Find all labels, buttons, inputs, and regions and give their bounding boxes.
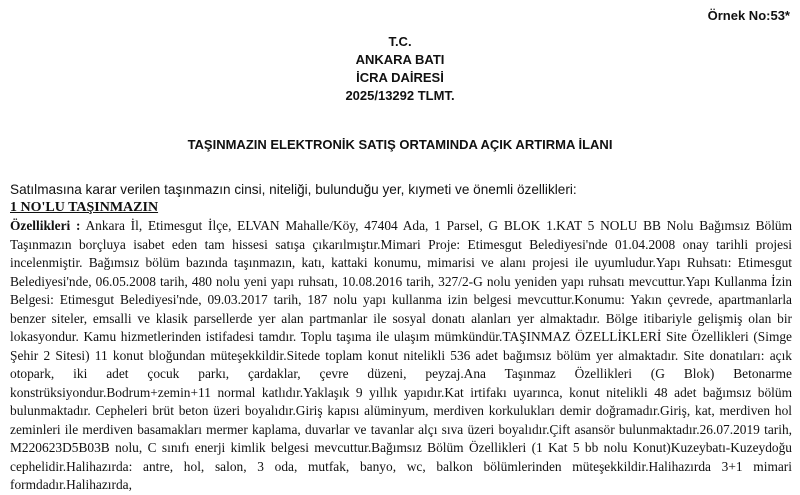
features-text: Ankara İl, Etimesgut İlçe, ELVAN Mahalle/Köy, 47404 Ada, 1 Parsel, G BLOK 1.KAT 5 NOLU BB Nolu Bağımsız Bölüm Taşınmazın borçluya isabet eden tam hissesi satışa çıkarılmıştır.Mimari Proje: Etimesgut Belediyesi'nde 01.04.2008 onay tarihli projesi incelenmiştir. Bağımsız bölüm bazında taşınmazın, katı, kattaki konumu, mimarisi ve alanı projesi ile uyumludur.Yapı Ruhsatı: Etimesgut Belediyesi'nde, 06.05.2008 tarih, 480 nolu yeni yapı ruhsatı, 10.08.2016 tarih, 327/2-G nolu yeniden yapı ruhsatı mevcuttur.Yapı Kullanma İzin Belgesi: Etimesgut Belediyesi'nde, 09.03.2017 tarih, 187 nolu yapı kullanma izin belgesi mevcuttur.Konumu: Yakın çevrede, apartmanlarla benzer siteler, emsalli ve klasik parsellerde yer alan partmanlar ile sosyal donatı alanları yer almaktadır. Bölge itibariyle gelişmiş olan bir lokasyondur. Kamu hizmetlerinden istifadesi tamdır. Toplu taşıma ile ulaşım mümkündür.TAŞINMAZ ÖZELLİKLERİ Site Özellikleri (Simge Şehir 2 Sitesi) 11 konut bloğundan müteşekkildir.Sitede toplam konut nitelikli 536 adet bağımsız bölüm yer almaktadır. Site donatıları: açık otopark, iki adet çocuk parkı, çardaklar, çevre düzeni, peyzaj.Ana Taşınmaz Özellikleri (G Blok) Betonarme konstrüksiyondur.Bodrum+zemin+11 normal katlıdır.Yaklaşık 9 yıllık yapıdır.Kat irtifakı uyarınca, konut nitelikli 48 adet bağımsız bölüm bulunmaktadır. Cepheleri brüt beton üzeri boyalıdır.Giriş kapısı alüminyum, merdiven korkulukları demir doğramadır.Giriş, kat, merdiven hol zeminleri ile merdiven basamakları mermer kaplama, duvarlar ve tavanlar alçı sıva üzeri boyalıdır.Çift asansör bulunmaktadır.26.07.2019 tarih, M220623D5B03B nolu, C sınıfı enerji kimlik belgesi mevcuttur.Bağımsız Bölüm Özellikleri (1 Kat 5 bb nolu Konut)Kuzeybatı-Kuzeydoğu cephelidir.Halihazırda: antre, hol, salon, 3 oda, mutfak, banyo, wc, balkon bölümlerinden müteşekkildir.Halihazırda 3+1 mimari formdadır.Halihazırda, [10, 218, 793, 492]
features-label: Özellikleri : [10, 218, 81, 233]
header-city: ANKARA BATI [355, 52, 445, 67]
document-title: TAŞINMAZIN ELEKTRONİK SATIŞ ORTAMINDA AÇIK ARTIRMA İLANI [187, 137, 613, 152]
property-section-title: 1 NO'LU TAŞINMAZIN [10, 200, 159, 215]
header-office: İCRA DAİRESİ [356, 70, 444, 85]
property-details [10, 217, 792, 495]
example-number: Örnek No:53* [707, 8, 790, 23]
header-tc: T.C. [388, 34, 412, 49]
document-header [0, 33, 800, 105]
intro-text: Satılmasına karar verilen taşınmazın cinsi, niteliği, bulunduğu yer, kıymeti ve önemli özellikleri: [10, 182, 577, 197]
header-file-number: 2025/13292 TLMT. [345, 88, 455, 103]
